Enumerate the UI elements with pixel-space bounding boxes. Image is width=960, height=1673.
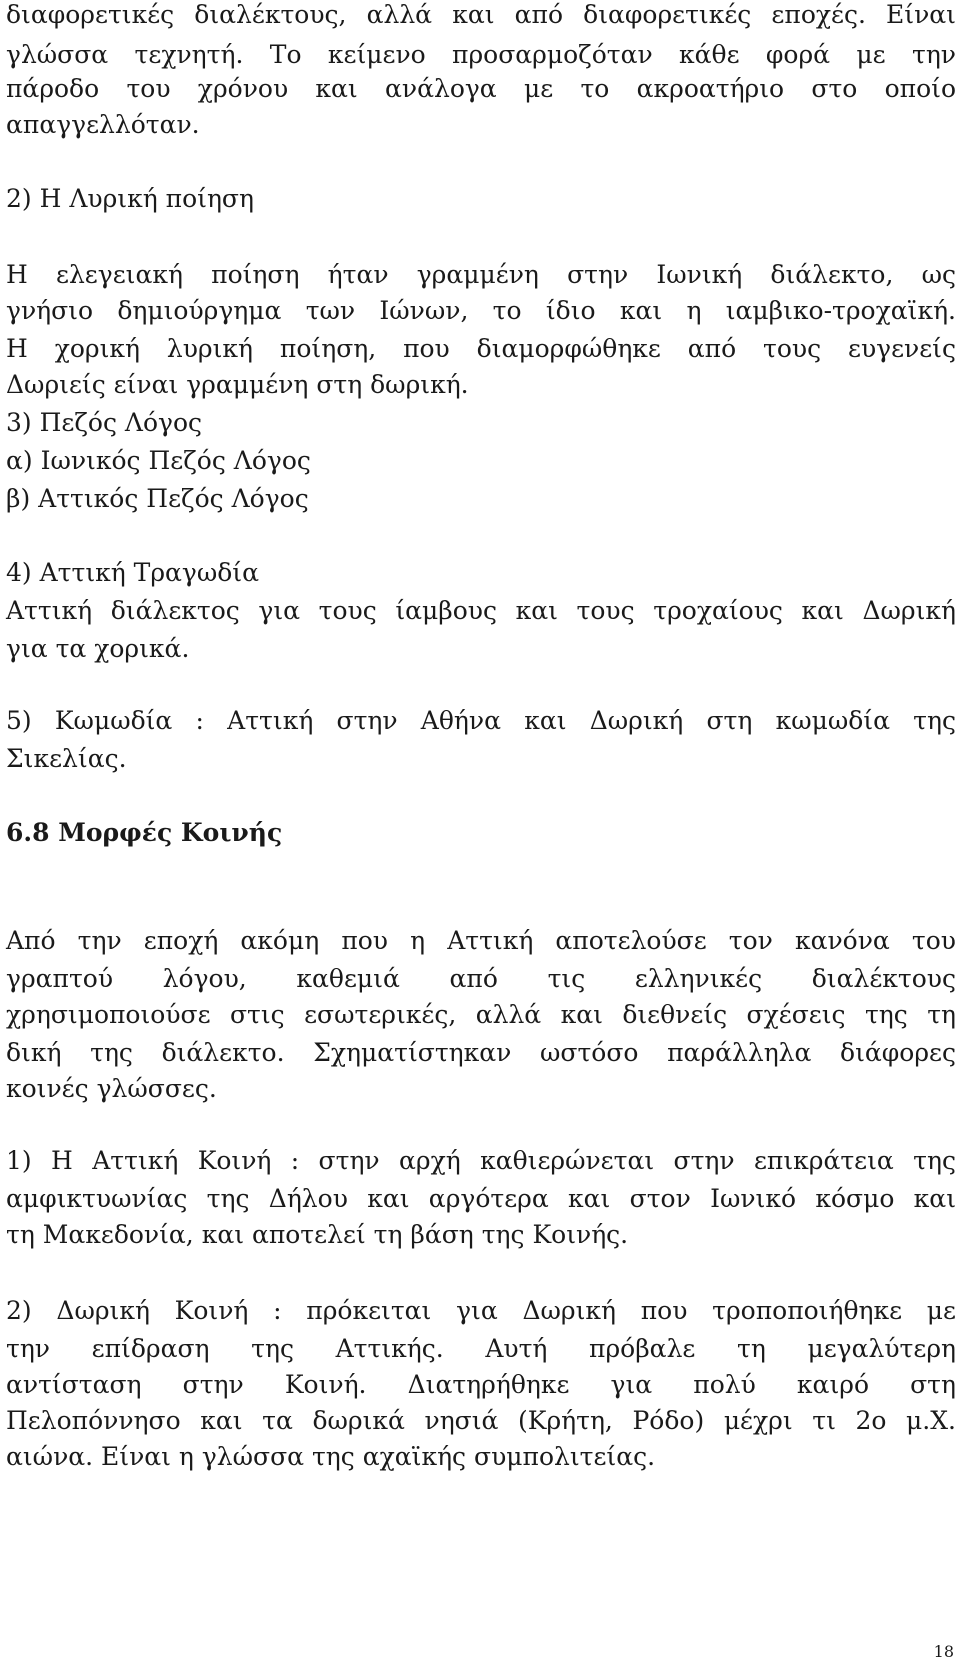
text-line: διαφορετικές διαλέκτους, αλλά και από διαφορετικές εποχές. Είναι bbox=[6, 0, 956, 29]
text-line: απαγγελλόταν. bbox=[6, 110, 200, 139]
text-line: για τα χορικά. bbox=[6, 634, 190, 663]
text-line: γραπτού λόγου, καθεμιά από τις ελληνικές διαλέκτους bbox=[6, 964, 956, 993]
text-line: Πελοπόννησο και τα δωρικά νησιά (Κρήτη, Ρόδο) μέχρι τι 2ο μ.Χ. bbox=[6, 1406, 956, 1435]
text-line: 1) Η Αττική Κοινή : στην αρχή καθιερώνεται στην επικράτεια της bbox=[6, 1146, 956, 1175]
section-title: 2) Η Λυρική ποίηση bbox=[6, 184, 254, 213]
text-line: την επίδραση της Αττικής. Αυτή πρόβαλε τη μεγαλύτερη bbox=[6, 1334, 956, 1363]
text-line: 5) Κωμωδία : Αττική στην Αθήνα και Δωρική στη κωμωδία της bbox=[6, 706, 956, 735]
list-item: α) Ιωνικός Πεζός Λόγος bbox=[6, 446, 311, 475]
text-line: τη Μακεδονία, και αποτελεί τη βάση της Κοινής. bbox=[6, 1220, 629, 1249]
text-line: αμφικτυωνίας της Δήλου και αργότερα και στον Ιωνικό κόσμο και bbox=[6, 1184, 956, 1213]
text-line: χρησιμοποιούσε στις εσωτερικές, αλλά και διεθνείς σχέσεις της τη bbox=[6, 1000, 956, 1029]
section-title: 4) Αττική Τραγωδία bbox=[6, 558, 259, 587]
text-line: πάροδο του χρόνου και ανάλογα με το ακροατήριο στο οποίο bbox=[6, 74, 956, 103]
section-title: 3) Πεζός Λόγος bbox=[6, 408, 203, 437]
text-line: κοινές γλώσσες. bbox=[6, 1074, 217, 1103]
text-line: αιώνα. Είναι η γλώσσα της αχαϊκής συμπολιτείας. bbox=[6, 1442, 656, 1471]
text-line: Δωριείς είναι γραμμένη στη δωρική. bbox=[6, 370, 469, 399]
page-number: 18 bbox=[933, 1642, 954, 1661]
text-line: Η χορική λυρική ποίηση, που διαμορφώθηκε από τους ευγενείς bbox=[6, 334, 956, 363]
text-line: Από την εποχή ακόμη που η Αττική αποτελούσε τον κανόνα του bbox=[6, 926, 956, 955]
list-item: β) Αττικός Πεζός Λόγος bbox=[6, 484, 309, 513]
text-line: γνήσιο δημιούργημα των Ιώνων, το ίδιο και η ιαμβικο-τροχαϊκή. bbox=[6, 296, 956, 325]
text-line: Η ελεγειακή ποίηση ήταν γραμμένη στην Ιωνική διάλεκτο, ως bbox=[6, 260, 956, 289]
text-line: αντίσταση στην Κοινή. Διατηρήθηκε για πολύ καιρό στη bbox=[6, 1370, 956, 1399]
text-line: Σικελίας. bbox=[6, 744, 127, 773]
heading: 6.8 Μορφές Κοινής bbox=[6, 818, 283, 847]
text-line: δική της διάλεκτο. Σχηματίστηκαν ωστόσο παράλληλα διάφορες bbox=[6, 1038, 956, 1067]
text-line: 2) Δωρική Κοινή : πρόκειται για Δωρική που τροποποιήθηκε με bbox=[6, 1296, 956, 1325]
text-line: γλώσσα τεχνητή. Το κείμενο προσαρμοζόταν κάθε φορά με την bbox=[6, 40, 956, 69]
text-line: Αττική διάλεκτος για τους ίαμβους και τους τροχαίους και Δωρική bbox=[6, 596, 956, 625]
